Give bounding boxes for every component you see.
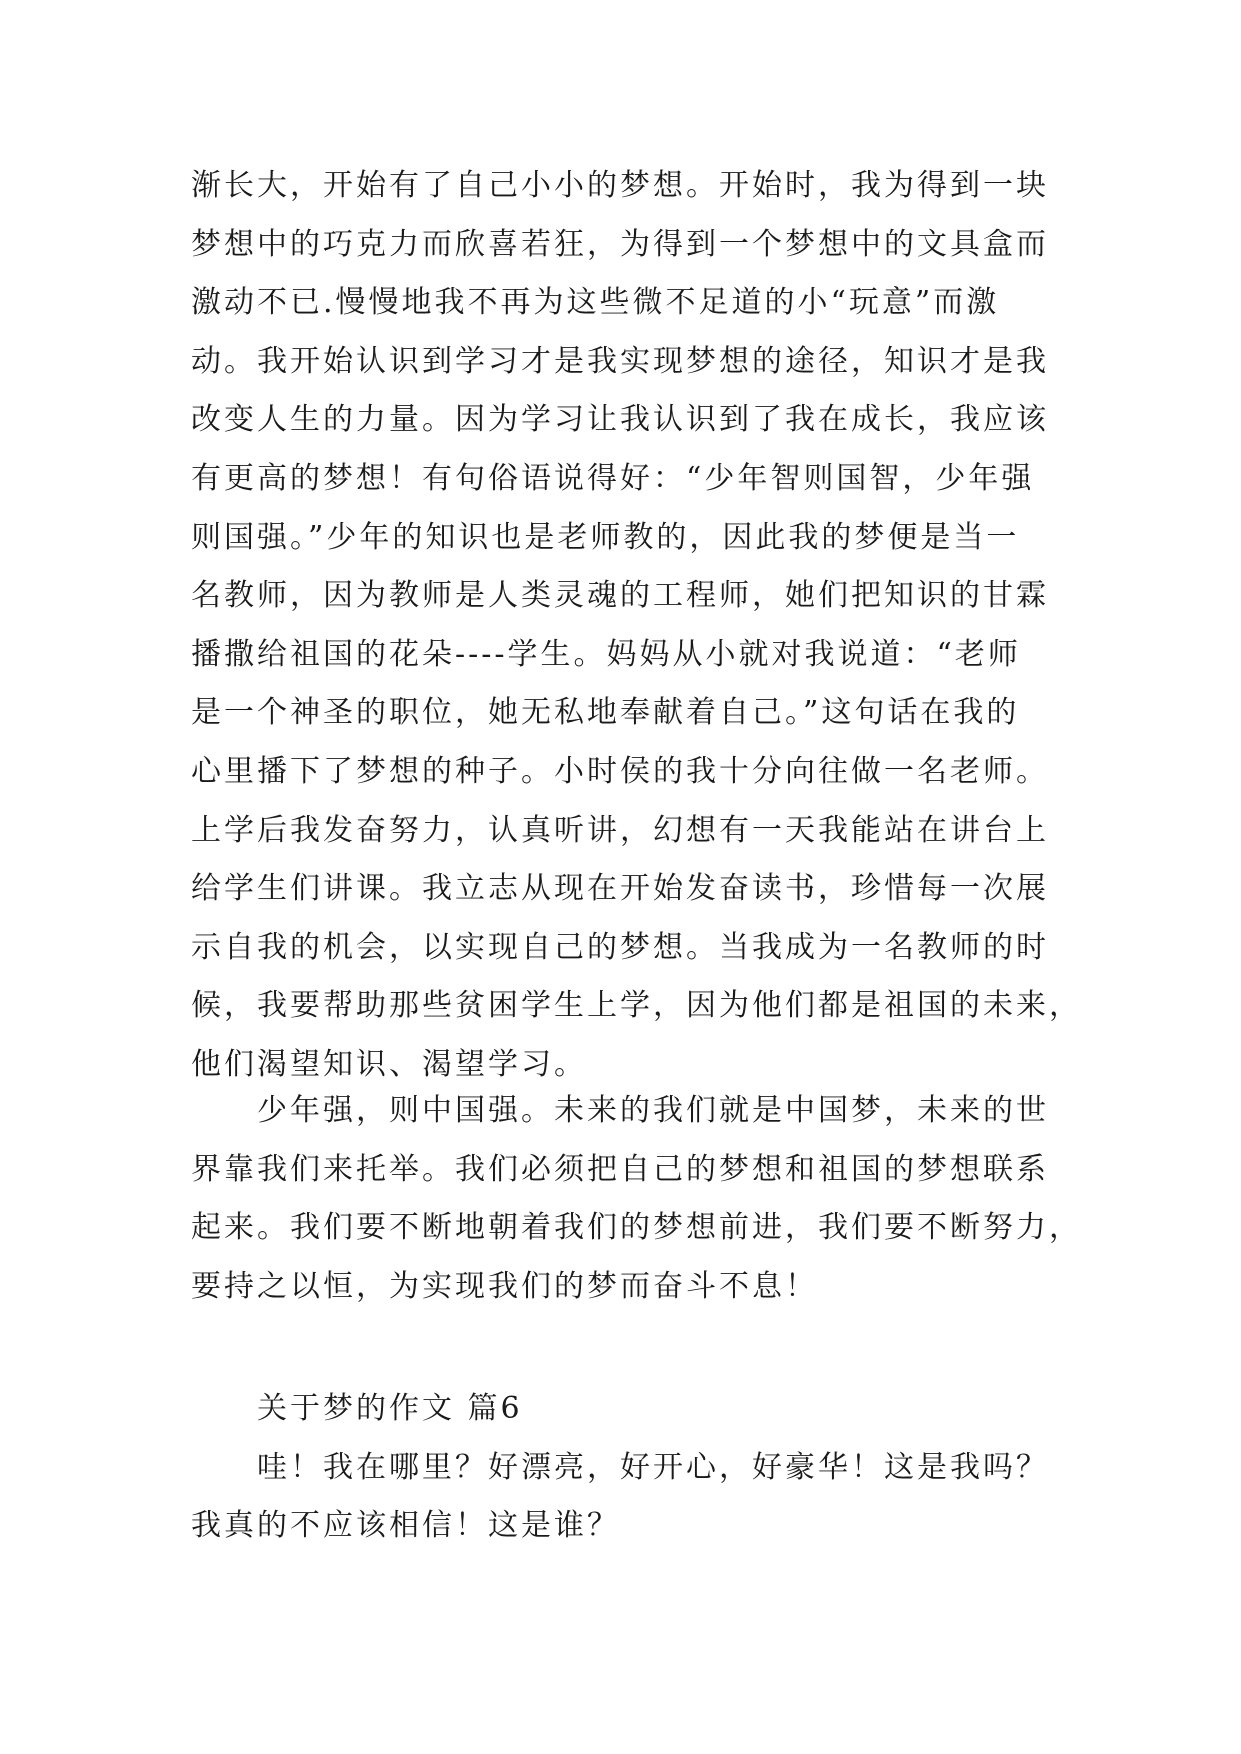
text-line: 上学后我发奋努力，认真听讲，幻想有一天我能站在讲台上 (191, 812, 1049, 848)
text-line: 要持之以恒，为实现我们的梦而奋斗不息！ (191, 1268, 818, 1304)
paragraph-continued (191, 157, 1082, 1095)
text-line: 激动不已.慢慢地我不再为这些微不足道的小“玩意”而激 (191, 285, 1000, 321)
text-line: 则国强。”少年的知识也是老师教的，因此我的梦便是当一 (191, 519, 1020, 555)
text-line: 有更高的梦想！有句俗语说得好：“少年智则国智，少年强 (191, 460, 1035, 496)
text-line: 起来。我们要不断地朝着我们的梦想前进，我们要不断努力， (191, 1210, 1082, 1246)
text-line: 给学生们讲课。我立志从现在开始发奋读书，珍惜每一次展 (191, 871, 1049, 907)
new-essay-section (191, 1380, 1071, 1556)
text-line: 我真的不应该相信！这是谁？ (191, 1508, 620, 1544)
text-line: 改变人生的力量。因为学习让我认识到了我在成长，我应该 (191, 402, 1049, 438)
paragraph-closing (191, 1082, 1082, 1316)
text-line: 名教师，因为教师是人类灵魂的工程师，她们把知识的甘霖 (191, 578, 1049, 614)
text-line: 动。我开始认识到学习才是我实现梦想的途径，知识才是我 (191, 343, 1049, 379)
text-line: 渐长大，开始有了自己小小的梦想。开始时，我为得到一块 (191, 168, 1049, 203)
text-line: 是一个神圣的职位，她无私地奉献着自己。”这句话在我的 (191, 695, 1020, 731)
text-line: 示自我的机会，以实现自己的梦想。当我成为一名教师的时 (191, 929, 1049, 965)
text-line: 播撒给祖国的花朵----学生。妈妈从小就对我说道：“老师 (191, 636, 1021, 672)
section-heading: 关于梦的作文 篇6 (257, 1391, 523, 1426)
text-line: 候，我要帮助那些贫困学生上学，因为他们都是祖国的未来， (191, 988, 1082, 1024)
text-line: 他们渴望知识、渴望学习。 (191, 1046, 587, 1082)
text-line: 心里播下了梦想的种子。小时侯的我十分向往做一名老师。 (191, 753, 1049, 789)
text-line: 哇！我在哪里？好漂亮，好开心，好豪华！这是我吗？ (257, 1449, 1049, 1485)
text-line: 梦想中的巧克力而欣喜若狂，为得到一个梦想中的文具盒而 (191, 226, 1049, 262)
text-line: 界靠我们来托举。我们必须把自己的梦想和祖国的梦想联系 (191, 1151, 1049, 1187)
text-line: 少年强，则中国强。未来的我们就是中国梦，未来的世 (257, 1093, 1049, 1128)
